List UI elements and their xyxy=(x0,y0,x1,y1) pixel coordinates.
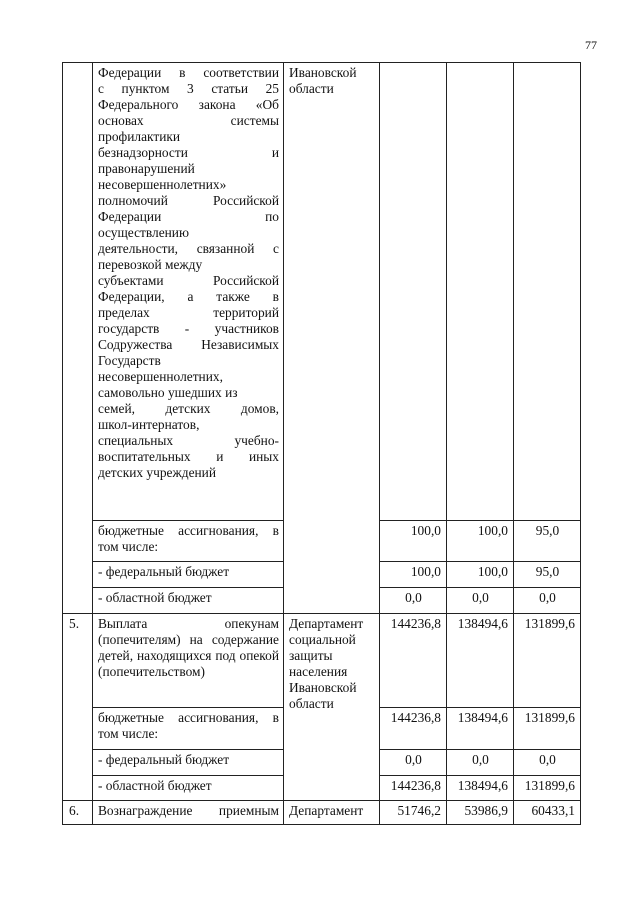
value-cell: 0,0 xyxy=(514,588,581,614)
value-cell: 100,0 xyxy=(447,562,514,588)
value-cell: 0,0 xyxy=(447,588,514,614)
description-line: детских учреждений xyxy=(98,465,217,480)
description-line: перевозкой между xyxy=(98,257,203,272)
table-row xyxy=(63,63,581,521)
description-line: полномочий Российской xyxy=(98,193,279,208)
value-cell: 100,0 xyxy=(380,521,447,562)
description-line: воспитательных и иных xyxy=(98,449,279,464)
value-cell: 0,0 xyxy=(380,750,447,776)
description-line: Государств xyxy=(98,353,161,368)
value-cell: 95,0 xyxy=(514,521,581,562)
description-cell: Вознаграждение приемным xyxy=(93,801,284,825)
value-cell: 131899,6 xyxy=(514,708,581,750)
description-line: Федерального закона «Об xyxy=(98,97,279,112)
executor-cell: Департамент xyxy=(284,801,380,825)
value-cell: 138494,6 xyxy=(447,614,514,708)
value-cell: 144236,8 xyxy=(380,614,447,708)
value-cell: 51746,2 xyxy=(380,801,447,825)
value-cell xyxy=(447,63,514,521)
table-row xyxy=(63,614,581,708)
description-line: субъектами Российской xyxy=(98,273,279,288)
description-line: с пунктом 3 статьи 25 xyxy=(98,81,279,96)
row-number-cell: 6. xyxy=(63,801,93,825)
description-line: основах системы xyxy=(98,113,279,128)
value-cell: 138494,6 xyxy=(447,708,514,750)
description-line: самовольно ушедших из xyxy=(98,385,238,400)
description-line: пределах территорий xyxy=(98,305,279,320)
description-line: деятельности, связанной с xyxy=(98,241,279,256)
regional-budget-label: - областной бюджет xyxy=(93,776,284,801)
description-line: семей, детских домов, xyxy=(98,401,279,416)
value-cell: 144236,8 xyxy=(380,776,447,801)
description-line: правонарушений xyxy=(98,161,195,176)
description-cell: Выплата опекунам (попечителям) на содержание детей, находящихся под опекой (попечительством) xyxy=(93,614,284,708)
value-cell xyxy=(380,63,447,521)
value-cell: 0,0 xyxy=(447,750,514,776)
executor-cell: Ивановской области xyxy=(284,63,380,614)
budget-table xyxy=(62,62,581,825)
description-line: государств - участников xyxy=(98,321,279,336)
table-row xyxy=(63,801,581,825)
federal-budget-label: - федеральный бюджет xyxy=(93,750,284,776)
description-line: несовершеннолетних» xyxy=(98,177,227,192)
value-cell: 100,0 xyxy=(380,562,447,588)
description-line: несовершеннолетних, xyxy=(98,369,223,384)
value-cell: 60433,1 xyxy=(514,801,581,825)
value-cell: 100,0 xyxy=(447,521,514,562)
executor-cell: Департамент социальной защиты населения Ивановской области xyxy=(284,614,380,801)
budget-allocation-label: бюджетные ассигнования, в том числе: xyxy=(93,521,284,562)
value-cell: 131899,6 xyxy=(514,776,581,801)
value-cell: 0,0 xyxy=(514,750,581,776)
value-cell: 138494,6 xyxy=(447,776,514,801)
row-number-cell: 5. xyxy=(63,614,93,801)
page-number: 77 xyxy=(585,38,597,52)
value-cell: 53986,9 xyxy=(447,801,514,825)
value-cell: 144236,8 xyxy=(380,708,447,750)
description-line: профилактики xyxy=(98,129,181,144)
description-line: школ-интернатов, xyxy=(98,417,200,432)
value-cell: 131899,6 xyxy=(514,614,581,708)
value-cell: 0,0 xyxy=(380,588,447,614)
description-cell xyxy=(93,63,284,521)
description-line: Федерации, а также в xyxy=(98,289,279,304)
description-line: Федерации по xyxy=(98,209,279,224)
value-cell: 95,0 xyxy=(514,562,581,588)
description-line: специальных учебно- xyxy=(98,433,279,448)
description-line: безнадзорности и xyxy=(98,145,279,160)
description-line: Содружества Независимых xyxy=(98,337,279,352)
federal-budget-label: - федеральный бюджет xyxy=(93,562,284,588)
regional-budget-label: - областной бюджет xyxy=(93,588,284,614)
description-line: осуществлению xyxy=(98,225,189,240)
row-number-cell xyxy=(63,63,93,614)
budget-allocation-label: бюджетные ассигнования, в том числе: xyxy=(93,708,284,750)
value-cell xyxy=(514,63,581,521)
description-line: Федерации в соответствии xyxy=(98,65,279,80)
